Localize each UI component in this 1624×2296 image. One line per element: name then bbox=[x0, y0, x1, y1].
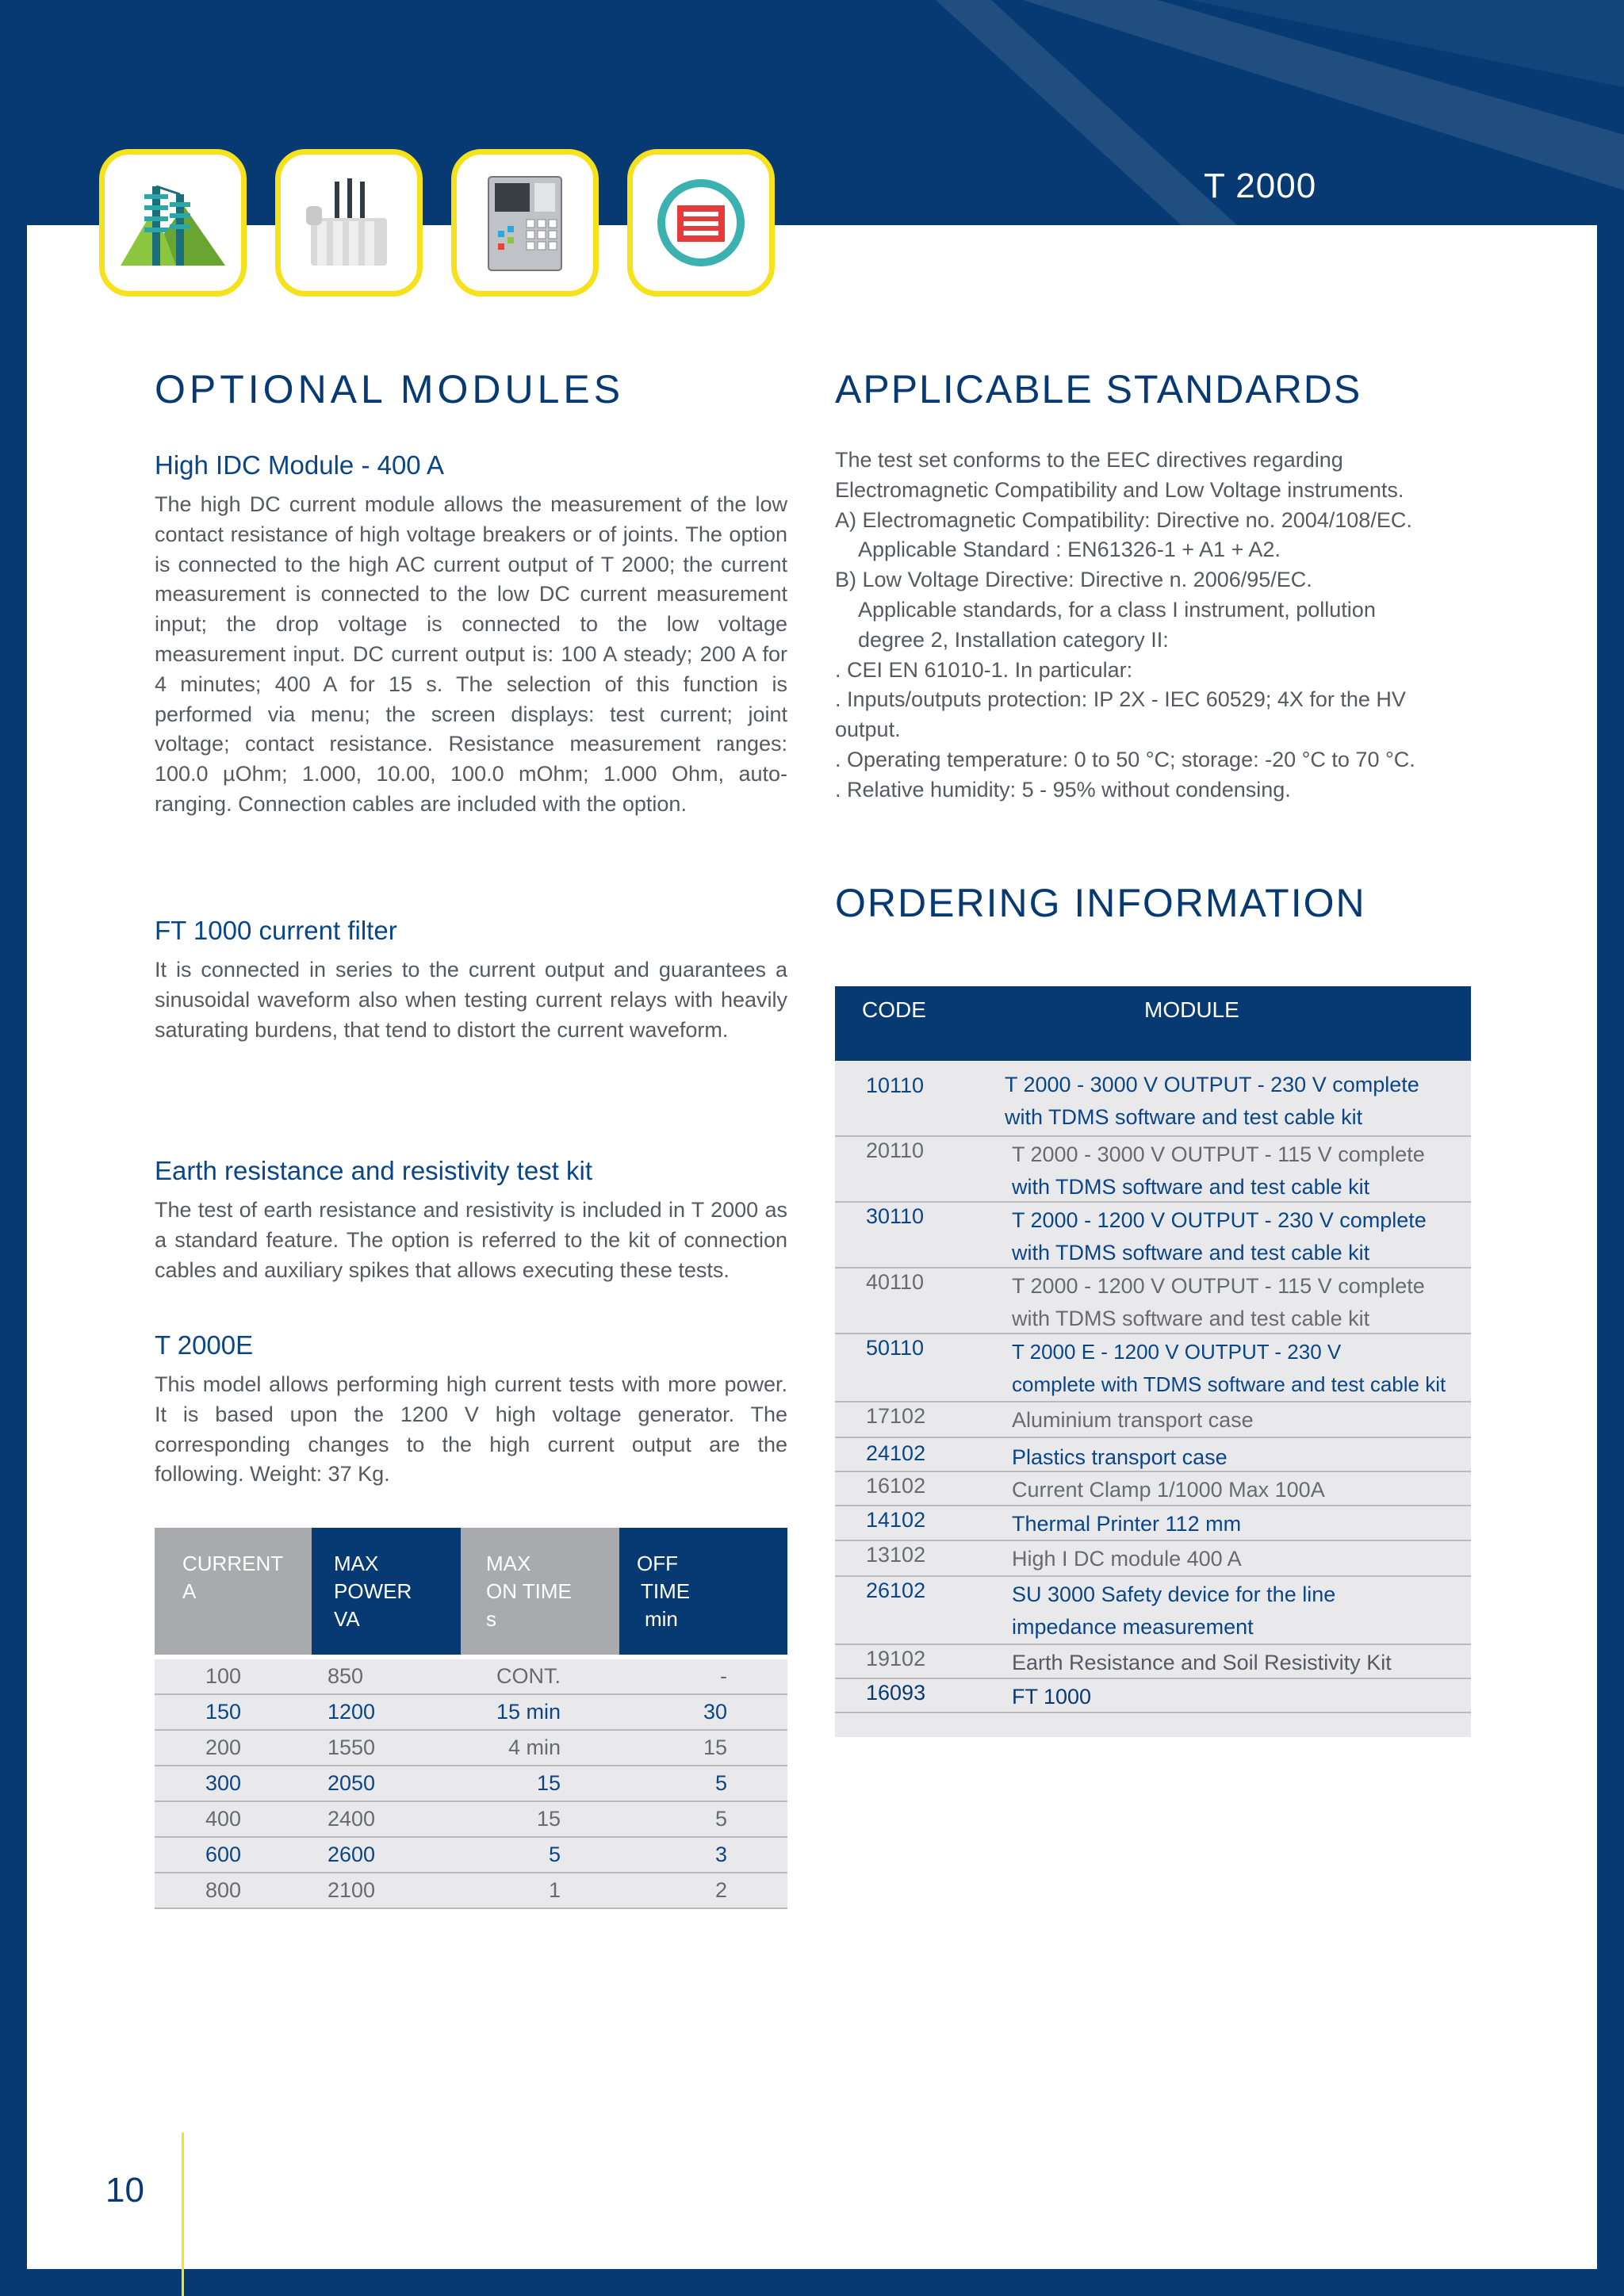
transformer-icon bbox=[297, 170, 401, 275]
earth-kit-text: The test of earth resistance and resistivity is included in T 2000 as a standard feature. The option is referred to the kit of connection cables and auxiliary spikes that allows executing these tests. bbox=[155, 1198, 787, 1282]
table-row: 50110 T 2000 E - 1200 V OUTPUT - 230 V complete with TDMS software and test cable kit bbox=[835, 1334, 1471, 1402]
col-code: CODE bbox=[862, 997, 926, 1022]
header-off-time: OFF TIME min bbox=[619, 1528, 787, 1655]
table-row: 150 1200 15 min 30 bbox=[155, 1695, 787, 1731]
header-max-power: MAX POWER VA bbox=[312, 1528, 461, 1655]
current-table-header bbox=[155, 1528, 787, 1655]
ordering-table-body bbox=[835, 1061, 1471, 1737]
table-row: 16102 Current Clamp 1/1000 Max 100A bbox=[835, 1472, 1471, 1506]
optional-modules-title: OPTIONAL MODULES bbox=[155, 367, 625, 411]
high-idc-heading: High IDC Module - 400 A bbox=[155, 450, 445, 480]
table-row: 16093 FT 1000 bbox=[835, 1679, 1471, 1713]
table-row: 19102 Earth Resistance and Soil Resistivity Kit bbox=[835, 1645, 1471, 1679]
table-row: 600 2600 5 3 bbox=[155, 1838, 787, 1873]
header-max-on-time: MAX ON TIME s bbox=[461, 1528, 619, 1655]
ordering-table bbox=[835, 986, 1471, 1737]
ft1000-heading: FT 1000 current filter bbox=[155, 916, 397, 945]
table-row: 10110 T 2000 - 3000 V OUTPUT - 230 V complete with TDMS software and test cable kit bbox=[835, 1066, 1471, 1137]
table-row: 40110 T 2000 - 1200 V OUTPUT - 115 V complete with TDMS software and test cable kit bbox=[835, 1269, 1471, 1334]
col-module: MODULE bbox=[1144, 997, 1239, 1022]
table-row: 17102 Aluminium transport case bbox=[835, 1402, 1471, 1438]
high-idc-text: The high DC current module allows the measurement of the low contact resistance of high voltage breakers or of joints. The option is connected to the high AC current output of T 2000; the current measurement is connected to the low DC current measurement input; the drop voltage is connected to the low voltage measurement input. DC current output is: 100 A steady; 200 A for 4 minutes; 400 A for 15 s. The selection of this function is performed via menu; the screen displays: test current; joint voltage; contact resistance. Resistance measurement ranges: 100.0 µOhm; 1.000, 10.00, 100.0 mOhm; 1.000 Ohm, auto-ranging. Connection cables are included with the option. bbox=[155, 492, 787, 816]
page-number: 10 bbox=[105, 2171, 144, 2210]
table-row: 24102 Plastics transport case bbox=[835, 1438, 1471, 1472]
icon-tile-2 bbox=[275, 149, 423, 297]
t2000e-heading: T 2000E bbox=[155, 1330, 254, 1360]
current-power-table bbox=[155, 1528, 787, 1909]
icon-tile-3 bbox=[451, 149, 599, 297]
icon-tile-4 bbox=[627, 149, 775, 297]
relay-badge-icon bbox=[649, 170, 753, 275]
ft1000-text: It is connected in series to the current output and guarantees a sinusoidal waveform also when testing current relays with heavily saturating burdens, that tend to distort the current waveform. bbox=[155, 958, 787, 1042]
substation-insulator-icon bbox=[121, 170, 225, 275]
applicable-standards-title: APPLICABLE STANDARDS bbox=[835, 367, 1362, 411]
ordering-information-title: ORDERING INFORMATION bbox=[835, 881, 1366, 925]
footer-accent-line bbox=[182, 2133, 184, 2296]
table-row: 300 2050 15 5 bbox=[155, 1766, 787, 1802]
table-row: 200 1550 4 min 15 bbox=[155, 1731, 787, 1766]
header-current: CURRENT A bbox=[155, 1528, 312, 1655]
table-row: 100 850 CONT. - bbox=[155, 1659, 787, 1695]
table-row: 400 2400 15 5 bbox=[155, 1802, 787, 1838]
table-row: 26102 SU 3000 Safety device for the line impedance measurement bbox=[835, 1577, 1471, 1645]
test-set-device-icon bbox=[473, 170, 577, 275]
table-row: 13102 High I DC module 400 A bbox=[835, 1541, 1471, 1577]
earth-kit-heading: Earth resistance and resistivity test kit bbox=[155, 1156, 593, 1185]
t2000e-text: This model allows performing high current tests with more power. It is based upon the 1200 V high voltage generator. The corresponding changes to the high current output are the following. Weight: 37 Kg. bbox=[155, 1372, 787, 1487]
current-table-body bbox=[155, 1659, 787, 1909]
table-row: 800 2100 1 2 bbox=[155, 1873, 787, 1909]
icon-tile-1 bbox=[99, 149, 247, 297]
table-row: 14102 Thermal Printer 112 mm bbox=[835, 1506, 1471, 1541]
product-title: T 2000 bbox=[1204, 166, 1317, 205]
table-row: 20110 T 2000 - 3000 V OUTPUT - 115 V complete with TDMS software and test cable kit bbox=[835, 1137, 1471, 1203]
standards-text: The test set conforms to the EEC directives regarding Electromagnetic Compatibility and Low Voltage instruments. A) Electromagnetic Compatibility: Directive no. 2004/108/EC. Applicable Standard : EN61326-1 + A1 + A2. B) Low Voltage Directive: Directive n. 2006/95/EC. Applicable standards, for a class I instrument, pollution degree 2, Installation category II: . CEI EN 61010-1. In particular: . Inputs/outputs protection: IP 2X - IEC 60529; 4X for the HV output. . Operating temperature: 0 to 50 °C; storage: -20 °C to 70 °C. . Relative humidity: 5 - 95% without condensing. bbox=[835, 448, 1415, 802]
ordering-table-header bbox=[835, 986, 1471, 1061]
table-row: 30110 T 2000 - 1200 V OUTPUT - 230 V complete with TDMS software and test cable kit bbox=[835, 1203, 1471, 1269]
